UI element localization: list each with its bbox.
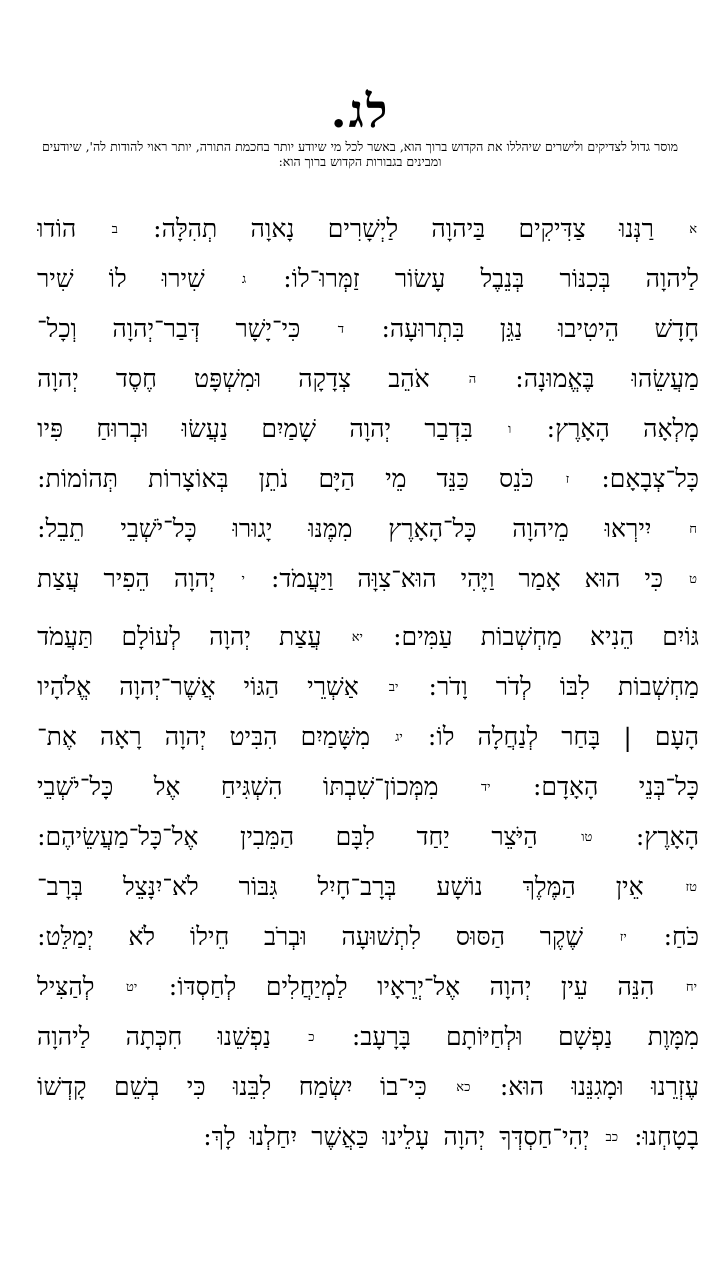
verse-word: תְהִלָּה: <box>153 214 218 243</box>
verse-number: ט <box>689 572 697 587</box>
verse-number: ו <box>508 422 512 437</box>
verse-word: בִּתְרוּעָה: <box>381 314 465 343</box>
verse-number: יב <box>388 680 399 695</box>
verse-word: עֲצַת <box>37 564 80 593</box>
verse-word: עָשׂוֹר <box>394 264 446 293</box>
verse-word: נָאוָה <box>250 214 295 243</box>
verse-word: אֵין <box>615 872 644 901</box>
verse-word: עַמִּים: <box>393 622 453 651</box>
verse-word: כָּל־הָאָרֶץ <box>388 514 477 543</box>
verse-word: נֹתֵן <box>258 464 289 493</box>
verse-word: יִירְאוּ <box>604 514 652 543</box>
verse-word: אַשְׁרֵי <box>307 672 359 701</box>
verse-word: הַסּוּס <box>455 922 505 951</box>
verse-word: הִשְׁגִּיחַ <box>220 772 283 801</box>
verse-word: לוֹ: <box>427 722 455 751</box>
verse-line <box>37 663 699 713</box>
verse-word: פִּיו <box>37 414 64 443</box>
verse-word: לֹא־יִנָּצֵל <box>122 872 199 901</box>
verse-word: הַגּוֹי <box>243 672 280 701</box>
verse-word: מִשָּׁמַיִם <box>300 722 371 751</box>
verse-word: יַחַד <box>416 822 450 851</box>
verse-line <box>37 713 699 763</box>
verse-line <box>37 1063 699 1113</box>
verse-word: לִבּוֹ <box>559 672 590 701</box>
verse-word: יְמַלֵּט: <box>37 922 94 951</box>
verse-line <box>37 863 699 913</box>
verse-word: לִבָּם <box>335 822 375 851</box>
verse-word: אֶת־ <box>37 722 77 751</box>
verse-word: כָּל־יֹשְׁבֵי <box>120 514 197 543</box>
verse-word: יָגוּרוּ <box>232 514 273 543</box>
verse-word: וָדֹר: <box>428 672 468 701</box>
verse-word: שִׁיר <box>37 264 74 293</box>
verse-word: כִּי־בוֹ <box>380 1072 427 1101</box>
verse-word: כִּי <box>644 564 664 593</box>
verse-line <box>37 1013 699 1063</box>
verse-word: בְּנֵבֶל <box>480 264 525 293</box>
verse-word: לוֹ <box>108 264 127 293</box>
verse-word: מֵיהוָה <box>512 514 569 543</box>
verse-word: לַיְשָׁרִים <box>327 214 399 243</box>
verse-word: מִמְּכוֹן־שִׁבְתּוֹ <box>322 772 439 801</box>
verse-line <box>37 913 699 963</box>
verse-number: יח <box>685 980 697 995</box>
verse-word: שָׁמַיִם <box>261 414 317 443</box>
verse-word: כִּי <box>186 1072 206 1101</box>
verse-word: בְּאוֹצָרוֹת <box>148 464 229 493</box>
verse-word: מַעֲשֵׂהוּ <box>631 364 699 393</box>
verse-word: בָּרָעָב: <box>351 1022 411 1051</box>
verse-word: הוּא־צִוָּה <box>357 564 437 593</box>
verse-word: יְהוָה <box>37 364 79 393</box>
verse-word: הֵיטִיבוּ <box>558 314 620 343</box>
verse-word: אֶל <box>153 772 181 801</box>
verse-word: נוֹשָׁע <box>436 872 483 901</box>
verse-word: לְנַחֲלָה <box>477 722 539 751</box>
verse-word: וּבְרֹב <box>263 922 307 951</box>
verse-word: יְהִי־חַסְדְּךָ <box>499 1122 590 1151</box>
verse-word: וַיֶּהִי <box>460 564 495 593</box>
verse-word: יְהוָה <box>164 722 207 751</box>
verse-word: אֶל־כָּל־מַעֲשֵׂיהֶם: <box>37 822 199 851</box>
verse-word: בַּיהוָה <box>431 214 486 243</box>
verse-word: חָדָשׁ <box>654 314 699 343</box>
verse-word: צְדָקָה <box>298 364 352 393</box>
verse-word: כֹּחַ: <box>663 922 699 951</box>
verse-word: יִחַלְנוּ <box>249 1122 298 1151</box>
verse-word: הֵנִיא <box>589 622 635 651</box>
verse-word: תֵבֵל: <box>37 514 85 543</box>
verse-word: צַדִּיקִים <box>518 214 586 243</box>
verse-word: לַיהוָה <box>645 264 699 293</box>
verse-line <box>37 255 699 305</box>
verse-word: עֶזְרֵנוּ <box>651 1072 699 1101</box>
verse-number: טו <box>581 830 593 845</box>
verse-word: נַגֵּן <box>499 314 523 343</box>
verse-word: יְהוָה <box>349 414 392 443</box>
verse-word: וַיַּעֲמֹד: <box>270 564 334 593</box>
verse-number: י <box>241 572 245 587</box>
verse-word: לִתְשׁוּעָה <box>341 922 422 951</box>
verse-word: הָעָם <box>654 722 699 751</box>
verse-word: רָאָה <box>99 722 142 751</box>
verse-word: גִּבּוֹר <box>238 872 278 901</box>
verse-word: אֶל־יְרֵאָיו <box>377 972 461 1001</box>
verse-word: קָדְשׁוֹ <box>37 1072 87 1101</box>
verse-line <box>37 763 699 813</box>
verse-word: הֵפִיר <box>103 564 150 593</box>
chapter-title: לג. <box>330 84 390 138</box>
verse-word: וּמָגִנֵּנוּ <box>571 1072 624 1101</box>
verse-word: הַמֵּבִין <box>239 822 295 851</box>
verse-word: בְשֵׁם <box>113 1072 160 1101</box>
verse-word: הַיָּם <box>318 464 355 493</box>
verse-line <box>37 813 699 863</box>
verse-word: תְּהוֹמוֹת: <box>37 464 118 493</box>
verse-word: לְהַצִּיל <box>37 972 95 1001</box>
verse-word: אֲשֶׁר־יְהוָה <box>119 672 216 701</box>
verse-number: יא <box>351 630 363 645</box>
verse-word: לֹא <box>128 922 156 951</box>
verse-word: כָּל־יֹשְׁבֵי <box>37 772 114 801</box>
verse-line <box>37 405 699 455</box>
verse-word: גּוֹיִם <box>662 622 699 651</box>
verse-number: ב <box>111 222 118 237</box>
verse-word: כִּי־יָשָׁר <box>235 314 301 343</box>
intro-paragraph: מוסר גדול לצדיקים ולישרים שיהללו את הקדוש ברוך הוא, באשר לכל מי שיודע יותר בחכמת התורה, יותר ראוי להודות לה', שיודעים ומבינים בגבורות הקדוש ברוך הוא: <box>42 139 678 169</box>
verse-word: תַּעֲמֹד <box>37 622 94 651</box>
verse-word: יְהוָה <box>209 622 251 651</box>
verse-word: חֶסֶד <box>115 364 157 393</box>
verses-body <box>37 205 699 1163</box>
verse-number: כ <box>308 1030 315 1045</box>
verse-word: הָאָדָם: <box>532 772 599 801</box>
verse-word: לַיהוָה <box>37 1022 91 1051</box>
verse-word: לִבֵּנוּ <box>233 1072 272 1101</box>
verse-word: וּלְחַיּוֹתָם <box>446 1022 523 1051</box>
verse-word: לְעוֹלָם <box>121 622 182 651</box>
verse-word: לַמְיַחֲלִים <box>265 972 348 1001</box>
verse-number: ז <box>565 472 570 487</box>
verse-word: כָּל־צְבָאָם: <box>601 464 699 493</box>
verse-word: זַמְּרוּ־לוֹ: <box>283 264 360 293</box>
verse-word: בִּדְבַר <box>424 414 473 443</box>
verse-number: טז <box>685 880 697 895</box>
verse-line <box>37 455 699 505</box>
verse-number: יג <box>395 730 403 745</box>
verse-word: נַעֲשׂוּ <box>181 414 229 443</box>
verse-word: נַפְשָׁם <box>557 1022 613 1051</box>
verse-word: הוֹדוּ <box>37 214 77 243</box>
verse-word: בְּרָב־ <box>37 872 84 901</box>
verse-word: וּבְרוּחַ <box>96 414 149 443</box>
verse-word: אֱלֹהָיו <box>37 672 92 701</box>
verse-number: ח <box>689 522 697 537</box>
verse-word: בֶּאֱמוּנָה: <box>515 364 595 393</box>
verse-number: ג <box>241 272 247 287</box>
verse-word: לְדֹר <box>495 672 532 701</box>
verse-word: מַחְשְׁבוֹת <box>617 672 699 701</box>
verse-word: הִבִּיט <box>229 722 278 751</box>
verse-word: אֹהֵב <box>388 364 430 393</box>
verse-word: עֲצַת <box>279 622 322 651</box>
verse-number: יט <box>125 980 138 995</box>
verse-word: יְהוָה <box>173 564 216 593</box>
verse-number: כא <box>456 1080 471 1095</box>
verse-word: מַחְשְׁבוֹת <box>480 622 562 651</box>
verse-word: עָלֵינוּ <box>382 1122 430 1151</box>
verse-word: וְכָל־ <box>37 314 77 343</box>
verse-word: וּמִשְׁפָּט <box>194 364 262 393</box>
verse-word: הָאָרֶץ: <box>546 414 610 443</box>
verse-word: נַפְשֵׁנוּ <box>217 1022 271 1051</box>
verse-word: הוּא: <box>499 1072 545 1101</box>
verse-word: הוּא <box>584 564 621 593</box>
verse-word: כֹּנֵס <box>498 464 534 493</box>
verse-line <box>37 355 699 405</box>
verse-number: יז <box>619 930 627 945</box>
verse-word: אָמַר <box>518 564 561 593</box>
verse-word: הַמֶּלֶךְ <box>522 872 576 901</box>
verse-word: בְּכִנּוֹר <box>559 264 611 293</box>
verse-word: הַיֹּצֵר <box>491 822 538 851</box>
verse-word: | <box>623 722 632 752</box>
verse-word: חִכְּתָה <box>125 1022 183 1051</box>
verse-word: מִמֶּנּוּ <box>308 514 353 543</box>
verse-word: הָאָרֶץ: <box>635 822 699 851</box>
verse-number: ה <box>468 372 477 387</box>
verse-number: כב <box>605 1130 619 1145</box>
verse-word: שֶׁקֶר <box>539 922 584 951</box>
verse-word: בָטָחְנוּ: <box>634 1122 699 1151</box>
verse-number: ד <box>337 322 345 337</box>
verse-line <box>37 205 699 255</box>
verse-word: כָּל־בְּנֵי <box>638 772 699 801</box>
verse-word: דְּבַר־יְהוָה <box>112 314 201 343</box>
verse-line <box>37 305 699 355</box>
verse-word: בָּחַר <box>561 722 601 751</box>
verse-number: יד <box>480 780 491 795</box>
verse-word: לָךְ: <box>203 1122 236 1151</box>
verse-word: רַנְּנוּ <box>618 214 654 243</box>
verse-word: הִנֵּה <box>617 972 655 1001</box>
verse-word: יִשְׂמַח <box>298 1072 353 1101</box>
verse-word: מֵי <box>385 464 407 493</box>
verse-line <box>37 505 699 555</box>
verse-word: שִׁירוּ <box>161 264 205 293</box>
verse-word: כַּאֲשֶׁר <box>311 1122 369 1151</box>
verse-word: מָלְאָה <box>643 414 699 443</box>
verse-word: יְהוָה <box>489 972 532 1001</box>
verse-word: בְּרָב־חָיִל <box>317 872 397 901</box>
verse-number: א <box>689 222 697 237</box>
verse-word: מִמָּוֶת <box>647 1022 699 1051</box>
verse-line <box>37 1113 699 1163</box>
verse-line <box>37 555 699 605</box>
verse-word: כַּנֵּד <box>436 464 469 493</box>
verse-word: עֵין <box>560 972 588 1001</box>
verse-word: חֵילוֹ <box>189 922 230 951</box>
verse-word: לְחַסְדּוֹ: <box>168 972 237 1001</box>
verse-line <box>37 613 699 663</box>
verse-word: יְהוָה <box>443 1122 486 1151</box>
verse-line <box>37 963 699 1013</box>
